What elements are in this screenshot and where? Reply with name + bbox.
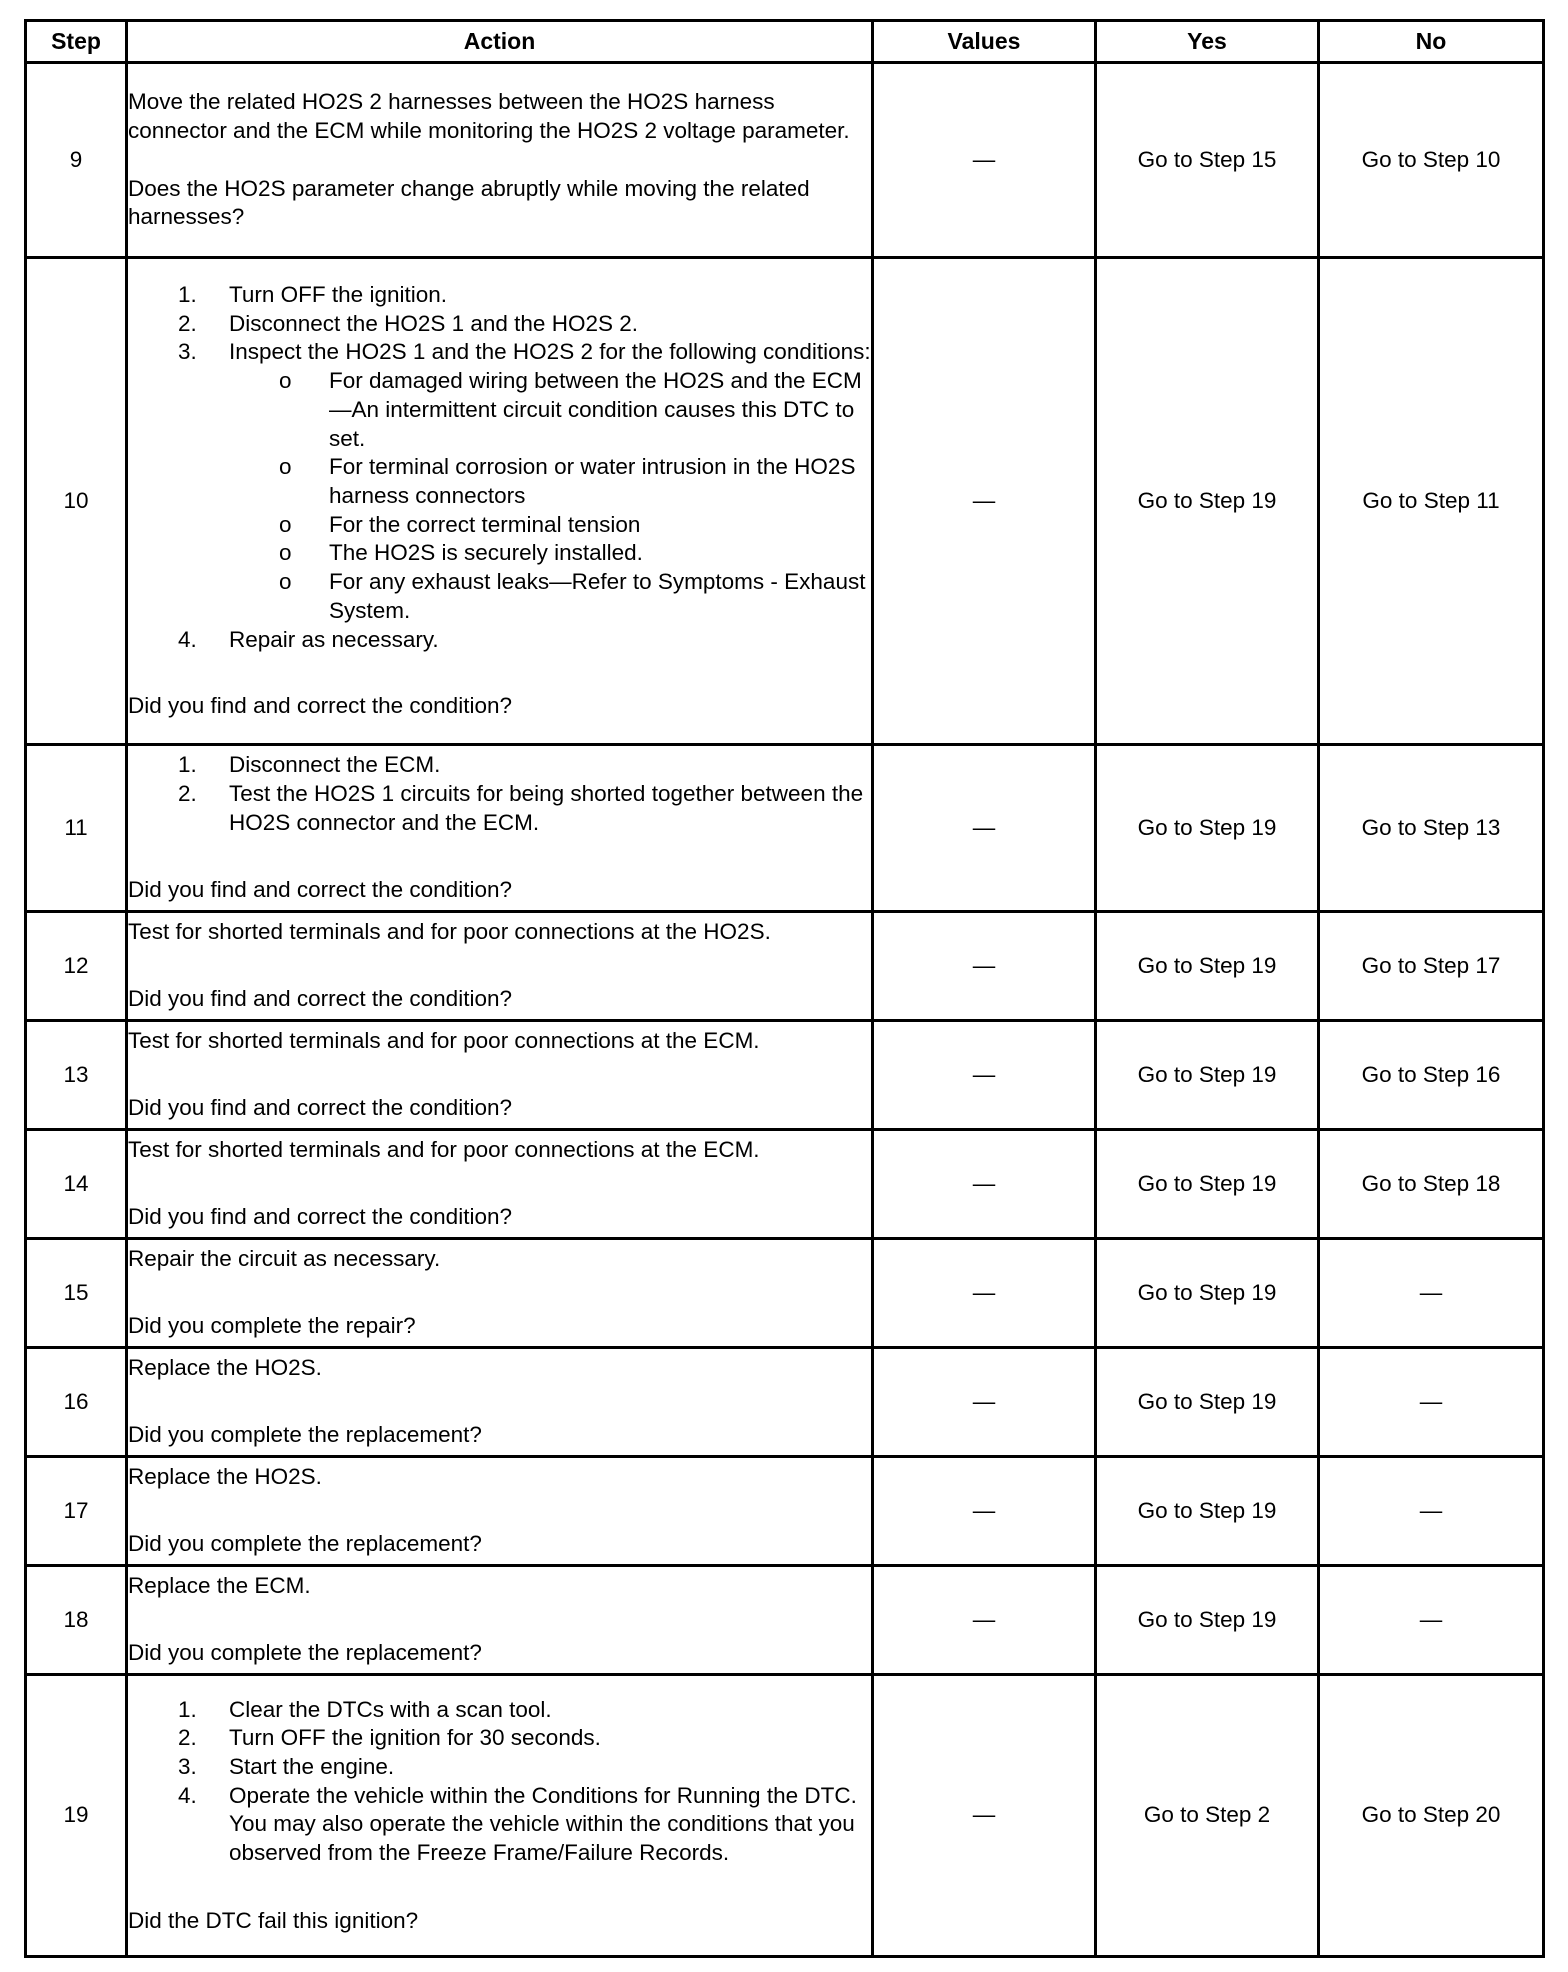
header-no: No xyxy=(1319,21,1544,63)
action-question: Did the DTC fail this ignition? xyxy=(128,1907,419,1933)
action-steps xyxy=(128,1696,871,1868)
no-cell: — xyxy=(1319,1457,1544,1566)
yes-cell: Go to Step 15 xyxy=(1096,63,1319,258)
action-question: Did you complete the replacement? xyxy=(128,1640,482,1665)
yes-cell: Go to Step 2 xyxy=(1096,1675,1319,1957)
yes-cell: Go to Step 19 xyxy=(1096,1239,1319,1348)
table-row xyxy=(26,1566,1544,1675)
step-number: 19 xyxy=(26,1675,127,1957)
action-text: Replace the HO2S. xyxy=(128,1464,322,1490)
action-cell xyxy=(127,1130,873,1239)
header-row xyxy=(26,21,1544,63)
yes-cell: Go to Step 19 xyxy=(1096,258,1319,745)
values-cell: — xyxy=(873,1566,1096,1675)
condition-item: o The HO2S is securely installed. xyxy=(279,540,643,566)
step-number: 16 xyxy=(26,1348,127,1457)
action-steps xyxy=(128,281,871,654)
yes-cell: Go to Step 19 xyxy=(1096,1566,1319,1675)
table-row xyxy=(26,1239,1544,1348)
action-question: Does the HO2S parameter change abruptly while moving the related harnesses? xyxy=(128,175,810,230)
step-number: 9 xyxy=(26,63,127,258)
action-steps xyxy=(128,751,871,837)
action-cell xyxy=(127,258,873,745)
table-row xyxy=(26,258,1544,745)
action-cell xyxy=(127,1348,873,1457)
table-row xyxy=(26,1348,1544,1457)
condition-item: o For terminal corrosion or water intrusion in the HO2S harness connectors xyxy=(279,454,856,508)
no-cell: Go to Step 17 xyxy=(1319,912,1544,1021)
action-text: Test for shorted terminals and for poor connections at the HO2S. xyxy=(128,919,771,945)
yes-cell: Go to Step 19 xyxy=(1096,1130,1319,1239)
step-number: 10 xyxy=(26,258,127,745)
no-cell: — xyxy=(1319,1566,1544,1675)
step-number: 18 xyxy=(26,1566,127,1675)
condition-item: o For any exhaust leaks—Refer to Symptoms - Exhaust System. xyxy=(279,569,866,623)
yes-cell: Go to Step 19 xyxy=(1096,1457,1319,1566)
step-number: 12 xyxy=(26,912,127,1021)
yes-cell: Go to Step 19 xyxy=(1096,912,1319,1021)
no-cell: Go to Step 10 xyxy=(1319,63,1544,258)
no-cell: Go to Step 16 xyxy=(1319,1021,1544,1130)
action-cell xyxy=(127,63,873,258)
step-number: 11 xyxy=(26,745,127,912)
action-question: Did you find and correct the condition? xyxy=(128,693,512,719)
action-question: Did you find and correct the condition? xyxy=(128,1095,512,1120)
header-action: Action xyxy=(127,21,873,63)
values-cell: — xyxy=(873,1130,1096,1239)
action-text: Test for shorted terminals and for poor connections at the ECM. xyxy=(128,1028,760,1054)
step-number: 14 xyxy=(26,1130,127,1239)
no-cell: Go to Step 18 xyxy=(1319,1130,1544,1239)
header-yes: Yes xyxy=(1096,21,1319,63)
list-item: 1. Clear the DTCs with a scan tool. xyxy=(178,1696,552,1722)
values-cell: — xyxy=(873,258,1096,745)
action-text: Replace the ECM. xyxy=(128,1573,311,1599)
no-cell: — xyxy=(1319,1348,1544,1457)
list-item: 4. Repair as necessary. xyxy=(178,626,439,652)
no-cell: Go to Step 11 xyxy=(1319,258,1544,745)
values-cell: — xyxy=(873,745,1096,912)
action-cell xyxy=(127,1021,873,1130)
action-text: Repair the circuit as necessary. xyxy=(128,1246,441,1272)
list-item: 3. Start the engine. xyxy=(178,1753,395,1779)
values-cell: — xyxy=(873,1239,1096,1348)
values-cell: — xyxy=(873,1675,1096,1957)
step-number: 17 xyxy=(26,1457,127,1566)
step-number: 15 xyxy=(26,1239,127,1348)
list-item: 4. Operate the vehicle within the Conditions for Running the DTC. You may also operate the vehicle within the conditions that you observed from the Freeze Frame/Failure Records. xyxy=(178,1782,857,1866)
diagnostic-table xyxy=(24,19,1545,1958)
table-row xyxy=(26,63,1544,258)
list-item: 1. Disconnect the ECM. xyxy=(178,752,441,778)
no-cell: Go to Step 20 xyxy=(1319,1675,1544,1957)
header-values: Values xyxy=(873,21,1096,63)
list-item: 2. Turn OFF the ignition for 30 seconds. xyxy=(178,1725,601,1751)
list-item: 3. Inspect the HO2S 1 and the HO2S 2 for the following conditions: o For damaged wiring between the HO2S and the ECM—An intermittent circuit condition causes this DTC to set. o For terminal corrosion or water intrusion in the HO2S harness connectors o For the correct terminal tension o The HO2S is securely installed. o For any exhaust leaks—Refer to Symptoms - Exhaust System. xyxy=(128,338,871,625)
list-item: 2. Disconnect the HO2S 1 and the HO2S 2. xyxy=(178,310,638,336)
values-cell: — xyxy=(873,1457,1096,1566)
condition-item: o For damaged wiring between the HO2S and the ECM—An intermittent circuit condition causes this DTC to set. xyxy=(279,368,862,451)
action-question: Did you find and correct the condition? xyxy=(128,877,512,903)
no-cell: — xyxy=(1319,1239,1544,1348)
no-cell: Go to Step 13 xyxy=(1319,745,1544,912)
table-row xyxy=(26,1021,1544,1130)
values-cell: — xyxy=(873,1348,1096,1457)
action-question: Did you complete the replacement? xyxy=(128,1531,482,1556)
action-text: Replace the HO2S. xyxy=(128,1355,322,1381)
values-cell: — xyxy=(873,1021,1096,1130)
values-cell: — xyxy=(873,912,1096,1021)
yes-cell: Go to Step 19 xyxy=(1096,1348,1319,1457)
yes-cell: Go to Step 19 xyxy=(1096,745,1319,912)
action-question: Did you find and correct the condition? xyxy=(128,1204,512,1229)
values-cell: — xyxy=(873,63,1096,258)
action-text: Move the related HO2S 2 harnesses between the HO2S harness connector and the ECM while monitoring the HO2S 2 voltage parameter. xyxy=(128,89,850,143)
action-cell xyxy=(127,1675,873,1957)
action-cell xyxy=(127,1239,873,1348)
action-cell xyxy=(127,1566,873,1675)
action-question: Did you find and correct the condition? xyxy=(128,986,512,1011)
step-number: 13 xyxy=(26,1021,127,1130)
action-question: Did you complete the replacement? xyxy=(128,1422,482,1447)
table-row xyxy=(26,1675,1544,1957)
action-cell xyxy=(127,745,873,912)
condition-list xyxy=(229,367,871,625)
table-row xyxy=(26,1130,1544,1239)
yes-cell: Go to Step 19 xyxy=(1096,1021,1319,1130)
table-row xyxy=(26,745,1544,912)
table-row xyxy=(26,912,1544,1021)
condition-item: o For the correct terminal tension xyxy=(279,511,641,537)
header-step: Step xyxy=(26,21,127,63)
action-question: Did you complete the repair? xyxy=(128,1313,416,1338)
table-row xyxy=(26,1457,1544,1566)
list-item: 1. Turn OFF the ignition. xyxy=(178,282,448,308)
action-text: Test for shorted terminals and for poor connections at the ECM. xyxy=(128,1137,760,1163)
action-cell xyxy=(127,1457,873,1566)
list-item: 2. Test the HO2S 1 circuits for being shorted together between the HO2S connector and the ECM. xyxy=(178,780,864,835)
action-cell xyxy=(127,912,873,1021)
